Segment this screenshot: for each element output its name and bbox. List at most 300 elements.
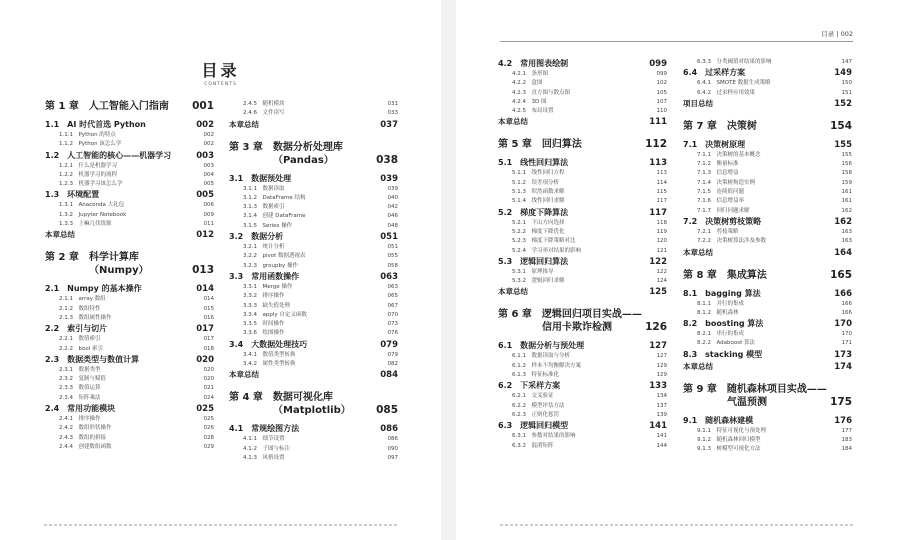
entry-title: 3.4 大数据处理技巧: [229, 339, 308, 349]
left-page: [0, 0, 441, 540]
page-number: 111: [649, 117, 667, 128]
chapter-heading: [229, 391, 398, 417]
page-number: 031: [387, 101, 398, 107]
page-number: 055: [387, 253, 398, 260]
entry-title: 6.3.1 参数对结果的影响: [512, 433, 576, 440]
page-number: 175: [830, 395, 852, 408]
chapter-title-line: [45, 251, 214, 264]
entry-title: 本章总结: [229, 370, 259, 380]
subsection-entry: [45, 140, 214, 149]
entry-title: 1.3.1 Anaconda 大礼包: [59, 202, 125, 209]
entry-title: 3.1.1 数据读取: [243, 185, 285, 192]
entry-title: 4.2.4 3D 图: [512, 98, 547, 105]
right-page: [456, 0, 897, 540]
chapter-title: 第 3 章 数据分析处理库: [229, 141, 343, 153]
entry-title: 5.2.4 学习率对结果的影响: [512, 247, 581, 254]
toc-column-3: [498, 58, 667, 451]
page-number: 150: [841, 80, 852, 87]
entry-title: 4.2.5 布局设置: [512, 108, 554, 115]
subsection-entry: [498, 277, 667, 286]
section-entry: [498, 58, 667, 70]
summary-entry: [45, 229, 214, 241]
entry-title: 1.3 环境配置: [45, 190, 100, 200]
entry-title: 7.2 决策树剪枝策略: [683, 216, 762, 226]
entry-title: 8.1 bagging 算法: [683, 288, 761, 298]
page-number: 016: [203, 314, 214, 321]
entry-title: 3.1.4 创建 DataFrame: [243, 213, 306, 220]
entry-title: 9.1.3 树模型可视化方法: [697, 446, 761, 453]
chapter-title: 第 4 章 数据可视化库: [229, 392, 333, 404]
page-number: 162: [841, 207, 852, 214]
entry-title: 7.1.6 信息增益率: [697, 198, 744, 205]
page-number: 099: [649, 59, 667, 69]
page-number: 121: [656, 247, 667, 254]
subsection-entry: [498, 411, 667, 420]
chapter-subtitle: （Pandas）: [273, 154, 334, 166]
subsection-entry: [683, 169, 852, 178]
entry-title: 7.1 决策树原理: [683, 139, 746, 149]
entry-title: 8.2.1 串行的集成: [697, 331, 744, 338]
entry-title: 3.2.1 统计分析: [243, 244, 285, 251]
entry-title: 2.4.2 数组形状操作: [59, 425, 112, 432]
subsection-entry: [498, 432, 667, 441]
entry-title: 项目总结: [683, 98, 713, 108]
entry-title: 1.2.3 机器学习该怎么学: [59, 181, 123, 188]
entry-title: 2.3 数据类型与数值计算: [45, 354, 140, 364]
entry-title: 2.3.4 矩阵乘法: [59, 394, 101, 401]
entry-title: 1.1.2 Python 该怎么学: [59, 141, 122, 148]
page-number: 151: [841, 89, 852, 96]
page-number: 173: [834, 349, 852, 360]
subsection-entry: [229, 252, 398, 261]
subsection-entry: [683, 207, 852, 216]
entry-title: 1.1.1 Python 的特点: [59, 132, 116, 138]
entry-title: 7.2.2 决策树算法涉及参数: [697, 238, 766, 245]
page-number: 129: [656, 372, 667, 379]
entry-title: 5.3.1 原理推导: [512, 268, 554, 275]
subsection-entry: [498, 70, 667, 79]
page-number: 118: [656, 219, 667, 226]
toc-title: 目录: [201, 61, 240, 80]
page-number: 026: [203, 425, 214, 432]
page-number: 011: [203, 221, 214, 228]
header-rule: [500, 41, 853, 42]
entry-title: 7.2.1 剪枝策略: [697, 228, 739, 235]
page-number: 183: [841, 437, 852, 444]
subsection-entry: [229, 222, 398, 231]
page-number: 139: [656, 411, 667, 418]
subsection-entry: [498, 98, 667, 107]
page-number: 125: [649, 287, 667, 298]
page-number: 149: [834, 68, 852, 79]
entry-title: 4.2.2 盒图: [512, 80, 543, 87]
subsection-entry: [683, 228, 852, 237]
page-number: 058: [387, 262, 398, 269]
entry-title: 第 8 章 集成算法: [683, 269, 767, 281]
page-number: 113: [656, 170, 667, 177]
section-entry: [683, 415, 852, 427]
page-number: 105: [656, 89, 667, 96]
subsection-entry: [229, 283, 398, 292]
page-number: 122: [649, 256, 667, 267]
summary-entry: [683, 247, 852, 259]
subsection-entry: [45, 394, 214, 403]
entry-title: 4.2.3 直方图与散点图: [512, 89, 570, 96]
entry-title: 9.1.1 特征可视化与预处理: [697, 427, 766, 434]
chapter-title-line: [229, 391, 398, 404]
page-number: 127: [656, 353, 667, 360]
subsection-entry: [45, 375, 214, 384]
toc-column-4: [683, 58, 852, 455]
subsection-entry: [45, 211, 214, 220]
page-number: 184: [841, 446, 852, 453]
entry-title: 3.2.3 groupby 操作: [243, 262, 298, 269]
chapter-title-line: [683, 383, 852, 396]
subsection-entry: [683, 445, 852, 454]
section-entry: [45, 403, 214, 415]
page-number: 040: [387, 194, 398, 201]
entry-title: 7.1.5 连续值问题: [697, 189, 744, 196]
subsection-entry: [498, 219, 667, 228]
entry-title: 1.3.2 Jupyter Notebook: [59, 211, 127, 218]
page-number: 082: [387, 361, 398, 368]
page-number: 020: [196, 354, 214, 365]
page-number: 110: [656, 108, 667, 115]
entry-title: 2.3.3 数值运算: [59, 385, 101, 392]
page-number: 003: [196, 150, 214, 161]
entry-title: 3.1 数据预处理: [229, 173, 292, 183]
page-number: 067: [387, 302, 398, 309]
page-number: 154: [830, 119, 852, 132]
page-number: 164: [834, 247, 852, 258]
subsection-entry: [45, 295, 214, 304]
page-number: 156: [841, 161, 852, 168]
page-number: 113: [649, 158, 667, 169]
entry-title: 3.3.1 Merge 操作: [243, 283, 293, 290]
subsection-entry: [683, 339, 852, 348]
entry-title: 3.4.1 数值类型转换: [243, 351, 296, 358]
section-entry: [498, 340, 667, 352]
entry-title: 1.2.2 机器学习的流程: [59, 171, 117, 178]
entry-title: 8.1.1 并行的集成: [697, 300, 744, 307]
page-number: 097: [387, 454, 398, 461]
subsection-entry: [498, 268, 667, 277]
subsection-entry: [45, 180, 214, 189]
page-number: 002: [203, 141, 214, 148]
subsection-entry: [229, 329, 398, 338]
subsection-entry: [45, 434, 214, 443]
section-entry: [45, 283, 214, 295]
page-number: 177: [841, 427, 852, 434]
subsection-entry: [229, 243, 398, 252]
entry-title: 2.4 常用功能模块: [45, 404, 116, 414]
chapter-title-line: [229, 141, 398, 154]
subsection-entry: [229, 203, 398, 212]
page-number: 012: [196, 230, 214, 241]
subsection-entry: [229, 311, 398, 320]
subsection-entry: [229, 109, 398, 118]
toc-column-2: [229, 100, 398, 463]
page-number: 085: [376, 404, 398, 417]
subsection-entry: [498, 107, 667, 116]
bottom-divider: [44, 524, 397, 526]
entry-title: 2.3.2 复制与赋值: [59, 376, 106, 383]
subsection-entry: [45, 220, 214, 229]
subsection-entry: [683, 309, 852, 318]
page-number: 162: [834, 216, 852, 227]
entry-title: 4.1.1 细节设置: [243, 436, 285, 443]
page-number: 073: [387, 321, 398, 328]
entry-title: 7.1.4 决策树构造实例: [697, 179, 755, 186]
subsection-entry: [45, 345, 214, 354]
entry-title: 第 5 章 回归算法: [498, 139, 582, 151]
entry-title: 3.3.6 绘图操作: [243, 330, 285, 337]
entry-title: 5.2 梯度下降算法: [498, 207, 569, 217]
entry-title: 本章总结: [229, 119, 259, 129]
page-number: 166: [841, 300, 852, 307]
subsection-entry: [229, 212, 398, 221]
page-number: 063: [380, 271, 398, 282]
section-entry: [229, 231, 398, 243]
summary-entry: [683, 361, 852, 373]
page-number: 002: [196, 120, 214, 130]
page-number: 020: [203, 376, 214, 383]
chapter-title: 第 9 章 随机森林项目实战——: [683, 383, 827, 395]
entry-title: 本章总结: [683, 361, 713, 371]
subsection-entry: [45, 201, 214, 210]
page-number: 063: [387, 283, 398, 290]
page-gutter: [441, 0, 456, 540]
entry-title: 1.3.3 上嘛几伐资源: [59, 221, 112, 228]
page-number: 115: [656, 189, 667, 196]
page-number: 084: [380, 370, 398, 381]
entry-title: 6.1.1 数据读取与分析: [512, 353, 570, 360]
subsection-entry: [498, 179, 667, 188]
section-entry: [683, 318, 852, 330]
page-number: 086: [387, 436, 398, 443]
subsection-entry: [498, 371, 667, 380]
subsection-entry: [683, 427, 852, 436]
entry-title: 本章总结: [498, 117, 528, 127]
page-number: 126: [645, 321, 667, 334]
page-number: 065: [387, 293, 398, 300]
subsection-entry: [498, 188, 667, 197]
subsection-entry: [229, 445, 398, 454]
page-number: 046: [387, 213, 398, 220]
subsection-entry: [229, 360, 398, 369]
entry-title: 5.1.3 似然函数求解: [512, 189, 565, 196]
page-number: 048: [387, 222, 398, 229]
page-number: 025: [203, 416, 214, 423]
page-number: 020: [203, 366, 214, 373]
entry-title: 6.3 逻辑回归模型: [498, 421, 569, 431]
entry-title: 3.3.2 排序操作: [243, 293, 285, 300]
section-entry: [683, 288, 852, 300]
section-entry: [683, 349, 852, 361]
chapter-title-line: [498, 308, 667, 321]
subsection-entry: [229, 194, 398, 203]
entry-title: 3.1.3 数据索引: [243, 204, 285, 211]
chapter-subtitle: 气温预测: [727, 396, 767, 408]
subsection-entry: [498, 228, 667, 237]
page-number: 014: [203, 296, 214, 303]
page-number: 144: [656, 442, 667, 449]
entry-title: 6.4.1 SMOTE 数据生成策略: [697, 80, 771, 87]
page-number: 002: [203, 132, 214, 138]
subsection-entry: [498, 169, 667, 178]
section-entry: [45, 150, 214, 162]
summary-entry: [229, 119, 398, 131]
subsection-entry: [683, 237, 852, 246]
entry-title: 2.3.1 数据类型: [59, 366, 101, 373]
entry-title: 5.3.2 逻辑回归求解: [512, 278, 565, 285]
entry-title: 2.4.3 数组的拼接: [59, 434, 106, 441]
page-number: 042: [387, 204, 398, 211]
section-entry: [498, 207, 667, 219]
section-entry: [683, 67, 852, 79]
page-number: 155: [841, 151, 852, 158]
subsection-entry: [229, 185, 398, 194]
chapter-title-line: [498, 321, 667, 334]
page-number: 161: [841, 189, 852, 196]
entry-title: 3.1.5 Series 操作: [243, 222, 293, 229]
page-number: 017: [196, 324, 214, 335]
entry-title: 6.4 过采样方案: [683, 68, 746, 78]
entry-title: 6.1 数据分析与预处理: [498, 341, 585, 351]
entry-title: 3.3.3 缺失值处理: [243, 302, 290, 309]
subsection-entry: [683, 197, 852, 206]
entry-title: 7.1.7 回归问题求解: [697, 207, 750, 214]
summary-entry: [683, 98, 852, 110]
entry-title: 5.1.1 线性回归方程: [512, 170, 565, 177]
page-number: 166: [834, 288, 852, 299]
entry-title: 6.1.3 特征标准化: [512, 372, 559, 379]
section-entry: [229, 423, 398, 435]
page-number: 163: [841, 238, 852, 245]
subsection-entry: [683, 188, 852, 197]
entry-title: 7.1.1 决策树的基本概念: [697, 151, 761, 158]
entry-title: 3.2.2 pivot 数据透视表: [243, 253, 306, 260]
page-number: 137: [656, 402, 667, 409]
page-number: 024: [203, 394, 214, 401]
entry-title: 5.2.3 梯度下降策略对比: [512, 238, 576, 245]
entry-title: 4.1 常规绘图方法: [229, 424, 300, 434]
subsection-entry: [498, 89, 667, 98]
section-entry: [45, 354, 214, 366]
chapter-heading: [498, 138, 667, 151]
chapter-heading: [683, 383, 852, 409]
page-number: 005: [196, 190, 214, 201]
subsection-entry: [683, 300, 852, 309]
entry-title: 6.2 下采样方案: [498, 381, 561, 391]
entry-title: 5.2.2 梯度下降优化: [512, 228, 565, 235]
subsection-entry: [498, 237, 667, 246]
entry-title: 7.1.2 衡量标准: [697, 161, 739, 168]
entry-title: 本章总结: [683, 247, 713, 257]
page-number: 119: [656, 228, 667, 235]
subsection-entry: [45, 162, 214, 171]
chapter-subtitle: 信用卡欺诈检测: [542, 322, 612, 334]
subsection-entry: [229, 454, 398, 463]
entry-title: 2.4.5 随机模块: [243, 101, 285, 107]
entry-title: 9.1 随机森林建模: [683, 415, 754, 425]
subsection-entry: [683, 160, 852, 169]
page-number: 141: [656, 433, 667, 440]
entry-title: 3.4.2 属性类型转换: [243, 361, 296, 368]
toc-title-block: [0, 58, 441, 87]
entry-title: 8.2.2 Adaboost 算法: [697, 340, 756, 347]
summary-entry: [498, 116, 667, 128]
page-number: 051: [387, 244, 398, 251]
page-number: 039: [387, 185, 398, 192]
chapter-title-line: [683, 396, 852, 409]
page-number: 079: [380, 339, 398, 350]
entry-title: 4.2.1 条形图: [512, 71, 548, 77]
page-number: 129: [656, 362, 667, 369]
summary-entry: [498, 286, 667, 298]
entry-title: 2.4.4 创建数组函数: [59, 443, 112, 450]
section-entry: [229, 339, 398, 351]
page-number: 159: [841, 179, 852, 186]
entry-title: 2.2 索引与切片: [45, 324, 108, 334]
page-number: 021: [203, 385, 214, 392]
entry-title: 8.1.2 随机森林: [697, 309, 739, 316]
subsection-entry: [683, 151, 852, 160]
page-number: 117: [656, 198, 667, 205]
subsection-entry: [229, 435, 398, 444]
subsection-entry: [498, 402, 667, 411]
page-number: 152: [834, 98, 852, 109]
subsection-entry: [498, 79, 667, 88]
subsection-entry: [229, 292, 398, 301]
subsection-entry: [683, 436, 852, 445]
entry-title: 2.4.6 文件读写: [243, 110, 285, 117]
page-number: 133: [649, 381, 667, 392]
subsection-entry: [229, 351, 398, 360]
page-number: 155: [834, 139, 852, 150]
subsection-entry: [229, 262, 398, 271]
page-number: 166: [841, 309, 852, 316]
entry-title: 3.3.4 apply 自定义函数: [243, 311, 307, 318]
subsection-entry: [683, 179, 852, 188]
page-number: 147: [841, 59, 852, 65]
entry-title: 2.1 Numpy 的基本操作: [45, 284, 142, 294]
entry-title: 5.3 逻辑回归算法: [498, 256, 569, 266]
entry-title: 2.2.1 数值索引: [59, 336, 101, 343]
section-entry: [229, 173, 398, 185]
entry-title: 6.2.3 正则化惩罚: [512, 411, 559, 418]
subsection-entry: [683, 89, 852, 98]
page-number: 029: [203, 443, 214, 450]
running-header: 目录 | 002: [821, 30, 853, 38]
entry-title: 6.2.2 模型评估方法: [512, 402, 565, 409]
page-number: 004: [203, 171, 214, 178]
section-entry: [683, 216, 852, 228]
entry-title: 1.2 人工智能的核心——机器学习: [45, 150, 172, 160]
page-number: 107: [656, 98, 667, 105]
entry-title: 9.1.2 随机森林回归模型: [697, 437, 761, 444]
page-number: 028: [203, 434, 214, 441]
page-number: 014: [196, 284, 214, 295]
entry-title: 5.1.2 误差项分析: [512, 179, 559, 186]
subsection-entry: [683, 58, 852, 67]
entry-title: 8.2 boosting 算法: [683, 319, 764, 329]
subsection-entry: [498, 247, 667, 256]
subsection-entry: [498, 362, 667, 371]
bottom-divider: [500, 524, 853, 526]
page-number: 009: [203, 211, 214, 218]
entry-title: 4.2 常用图表绘制: [498, 59, 569, 68]
